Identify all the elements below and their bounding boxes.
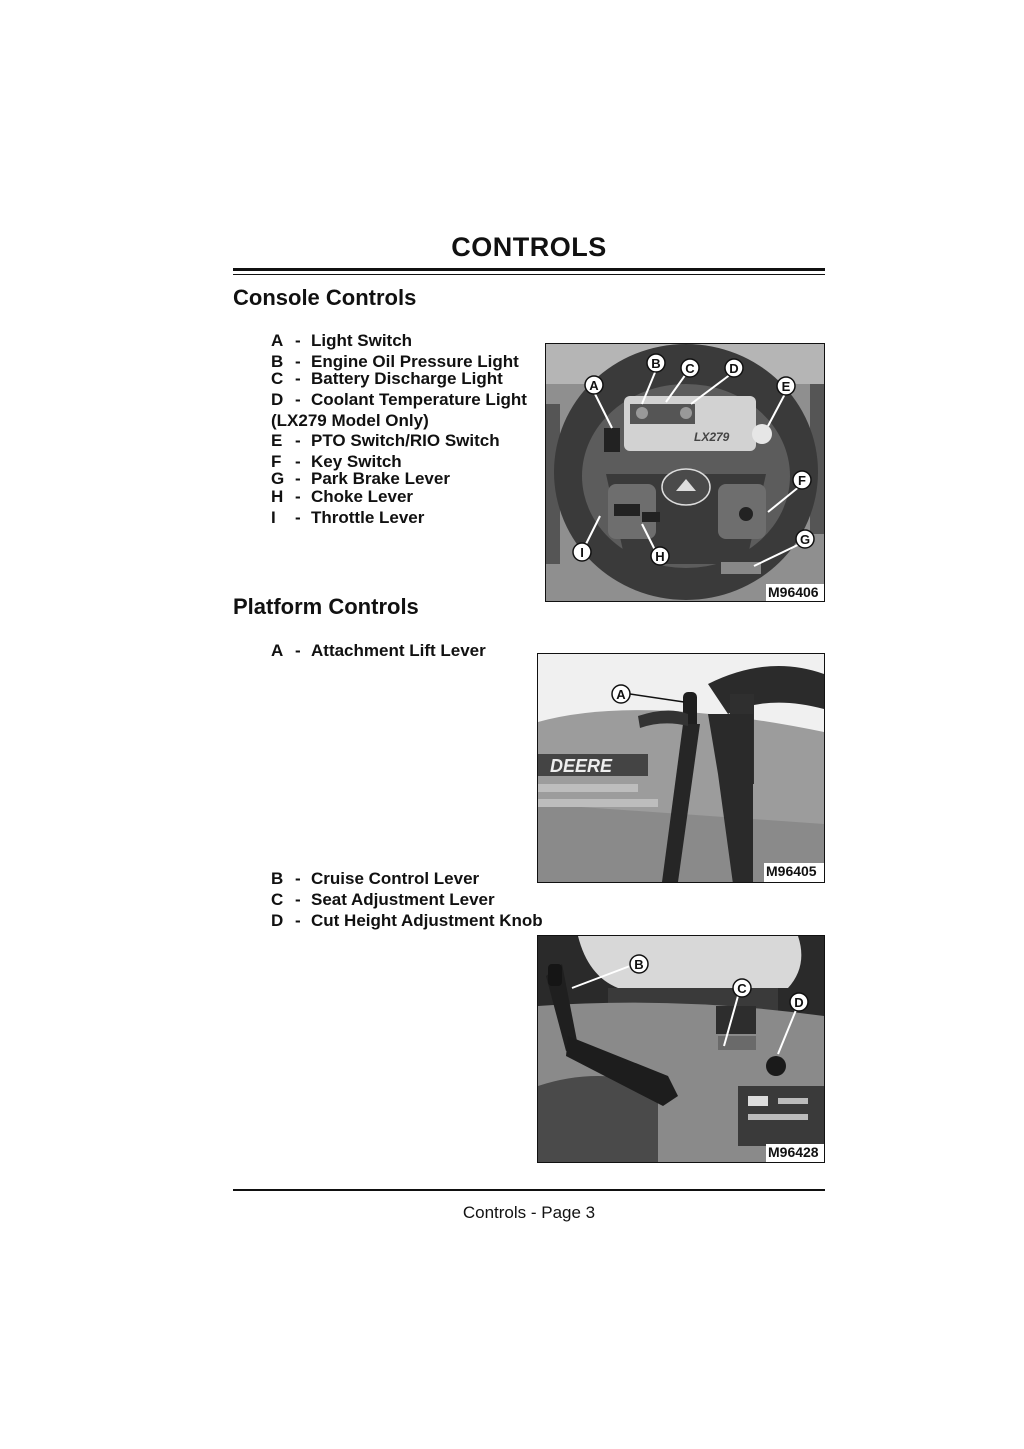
figure-id: M96428 [768, 1144, 819, 1160]
page-footer: Controls - Page 3 [462, 1203, 596, 1222]
seat-cruise-photo [537, 935, 825, 1163]
callout-f [793, 471, 811, 489]
callout-i [573, 543, 591, 561]
callout-b [647, 354, 665, 372]
dash-model-text: LX279 [694, 430, 730, 444]
list-item: D - Cut Height Adjustment Knob [271, 911, 543, 930]
svg-text:C: C [737, 981, 747, 996]
svg-text:D: D [794, 995, 804, 1010]
svg-text:A: A [589, 378, 599, 393]
figure-id: M96406 [768, 584, 819, 600]
hood-deere-text: DEERE [550, 756, 613, 776]
svg-text:A: A [616, 687, 626, 702]
svg-text:B: B [634, 957, 644, 972]
svg-text:H: H [655, 549, 665, 564]
list-item: B - Cruise Control Lever [271, 869, 480, 888]
page-title: CONTROLS [451, 232, 607, 262]
platform-heading: Platform Controls [233, 594, 419, 619]
list-item: D - Coolant Temperature Light [271, 390, 527, 409]
callout-h [651, 547, 669, 565]
callout-d [725, 359, 743, 377]
callout-a [585, 376, 603, 394]
console-heading: Console Controls [233, 285, 417, 310]
svg-text:F: F [798, 473, 806, 488]
footer-rule [233, 1189, 825, 1191]
callout-c [681, 359, 699, 377]
svg-text:B: B [651, 356, 661, 371]
callout-g [796, 530, 814, 548]
list-item: A - Attachment Lift Lever [271, 641, 486, 660]
callout-e [777, 377, 795, 395]
svg-text:C: C [685, 361, 695, 376]
svg-text:E: E [781, 379, 791, 394]
list-item: C - Battery Discharge Light [271, 369, 503, 388]
svg-text:D: D [729, 361, 739, 376]
list-item: C - Seat Adjustment Lever [271, 890, 495, 909]
list-item: I - Throttle Lever [271, 508, 425, 527]
callout-b [630, 955, 648, 973]
callout-c [733, 979, 751, 997]
callout-a [612, 685, 630, 703]
console-controls-photo [545, 343, 825, 602]
svg-text:G: G [799, 532, 811, 547]
list-item: A - Light Switch [271, 331, 413, 350]
list-item: F - Key Switch [271, 452, 402, 471]
list-item: G - Park Brake Lever [271, 469, 450, 488]
list-item: B - Engine Oil Pressure Light [271, 352, 519, 371]
title-rule-thick [233, 268, 825, 271]
list-item: H - Choke Lever [271, 487, 414, 506]
figure-id: M96405 [766, 863, 817, 879]
list-item: E - PTO Switch/RIO Switch [271, 431, 500, 450]
list-item-note: (LX279 Model Only) [271, 411, 429, 430]
title-rule-thin [233, 274, 825, 275]
callout-d [790, 993, 808, 1011]
svg-text:I: I [580, 545, 584, 560]
lift-lever-photo [537, 653, 825, 883]
